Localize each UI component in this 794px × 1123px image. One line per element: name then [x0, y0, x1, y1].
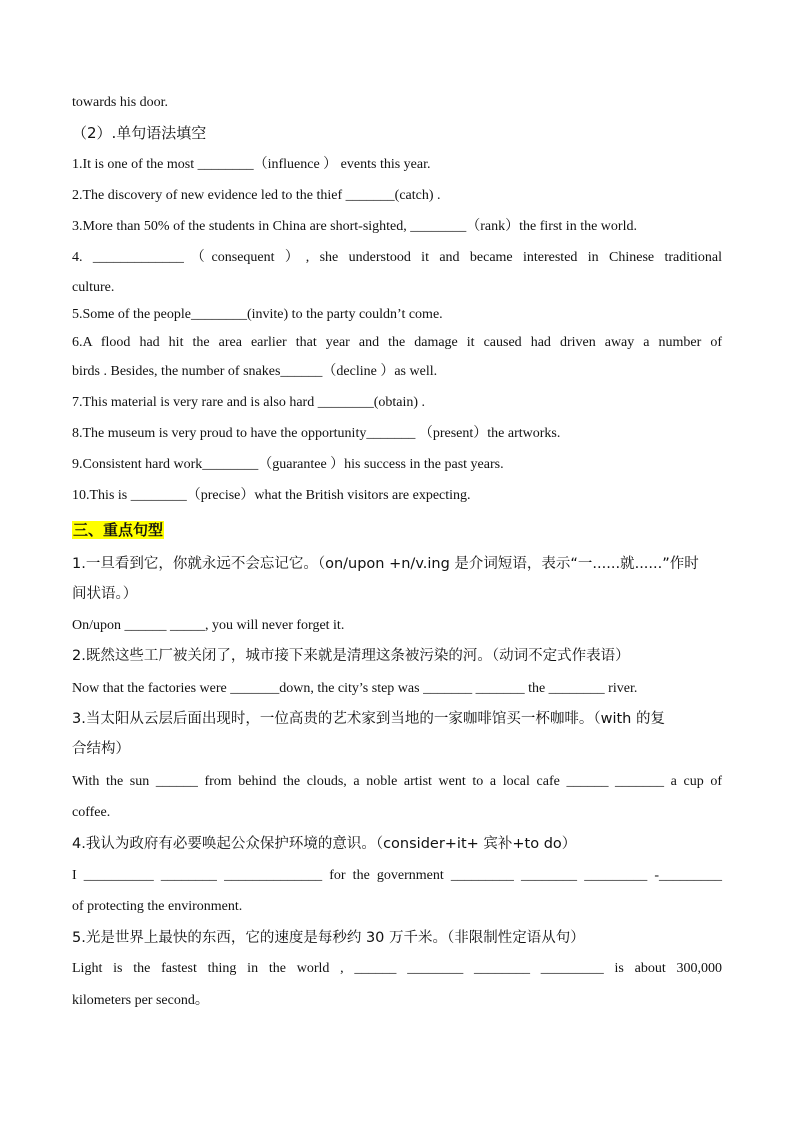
text-line-continuation: towards his door.	[72, 95, 169, 110]
exercise-item-9: 9.Consistent hard work________（guarantee ）his success in the past years.	[72, 457, 504, 472]
exercise-item-1: 1.It is one of the most ________（influence ） events this year.	[72, 157, 431, 172]
exercise-item-4: 4. _____________（consequent ）, she understood it and became interested in Chinese traditional	[72, 250, 722, 265]
sentence-3-prompt-cont: 合结构）	[72, 741, 130, 757]
exercise-item-8: 8.The museum is very proud to have the opportunity_______ （present）the artworks.	[72, 426, 561, 441]
exercise-item-2: 2.The discovery of new evidence led to the thief _______(catch) .	[72, 188, 441, 203]
subsection-heading: （2）.单句语法填空	[72, 124, 207, 142]
sentence-5-answer-cont: kilometers per second。	[72, 993, 209, 1008]
sentence-1-prompt-cont: 间状语。）	[72, 586, 138, 602]
section-title-highlight: 三、重点句型	[73, 521, 164, 539]
sentence-3-answer: With the sun ______ from behind the clouds, a noble artist went to a local cafe ______ _______ a cup of	[72, 774, 722, 789]
section-heading	[72, 521, 164, 541]
sentence-2-prompt: 2.既然这些工厂被关闭了，城市接下来就是清理这条被污染的河。（动词不定式作表语）	[72, 648, 630, 664]
sentence-2-answer: Now that the factories were _______down, the city’s step was _______ _______ the ________ river.	[72, 681, 638, 696]
sentence-5-answer: Light is the fastest thing in the world , ______ ________ ________ _________ is about 300,000	[72, 961, 722, 976]
exercise-item-4-cont: culture.	[72, 280, 115, 295]
sentence-1-prompt: 1.一旦看到它，你就永远不会忘记它。（on/upon +n/v.ing 是介词短语，表示“一......就......”作时	[72, 556, 699, 572]
exercise-item-5: 5.Some of the people________(invite) to the party couldn’t come.	[72, 307, 443, 322]
sentence-4-prompt: 4.我认为政府有必要唤起公众保护环境的意识。（consider+it+ 宾补+to do）	[72, 836, 577, 852]
exercise-item-3: 3.More than 50% of the students in China are short-sighted, ________（rank）the first in the world.	[72, 219, 637, 234]
sentence-3-answer-cont: coffee.	[72, 805, 111, 820]
sentence-4-answer-cont: of protecting the environment.	[72, 899, 243, 914]
sentence-4-answer: I __________ ________ ______________ for the government _________ ________ _________ -_________	[72, 868, 722, 883]
exercise-item-10: 10.This is ________（precise）what the British visitors are expecting.	[72, 488, 471, 503]
exercise-item-6: 6.A flood had hit the area earlier that year and the damage it caused had driven away a number of	[72, 335, 722, 350]
exercise-item-6-cont: birds . Besides, the number of snakes______（decline ）as well.	[72, 364, 438, 379]
sentence-1-answer: On/upon ______ _____, you will never forget it.	[72, 618, 345, 633]
exercise-item-7: 7.This material is very rare and is also hard ________(obtain) .	[72, 395, 426, 410]
sentence-5-prompt: 5.光是世界上最快的东西，它的速度是每秒约 30 万千米。（非限制性定语从句）	[72, 930, 585, 946]
sentence-3-prompt: 3.当太阳从云层后面出现时，一位高贵的艺术家到当地的一家咖啡馆买一杯咖啡。（with 的复	[72, 711, 665, 727]
